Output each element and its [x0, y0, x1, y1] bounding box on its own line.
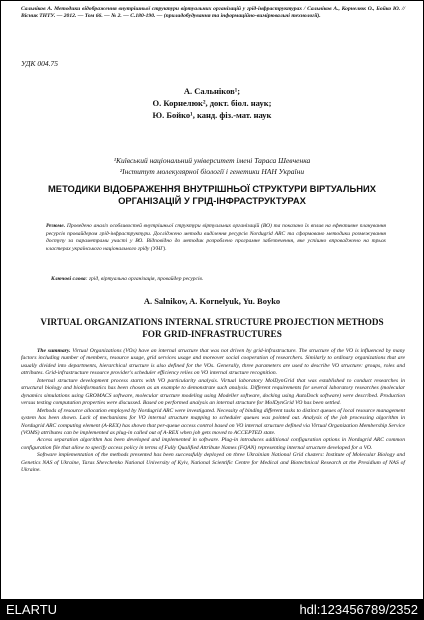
repository-name: ELARTU [6, 602, 58, 617]
keywords-label: Ключові слова [51, 276, 86, 282]
keywords-text: : грід, віртуальна організація, провайдер ресурсів. [85, 276, 204, 282]
paper-page [1, 1, 423, 599]
summary-paragraph: Access separation algorithm has been developed and implemented in software. Plug-in introduces additional configuration options in Nordugrid ARC common configuration file that allow to specify access policy in terms of Fully Qualified Attribute Names (FQAN) representing internal structure developed for a VO. [21, 437, 405, 451]
keywords [51, 276, 381, 283]
title-ukrainian: МЕТОДИКИ ВІДОБРАЖЕННЯ ВНУТРІШНЬОЇ СТРУКТУРИ ВІРТУАЛЬНИХ ОРГАНІЗАЦІЙ У ГРІД-ІНФРАСТРУКТУРАХ [48, 183, 376, 206]
affiliation-2: ²Інститут молекулярної біології і генетики НАН України [119, 167, 305, 176]
title-english: VIRTUAL ORGANIZATIONS INTERNAL STRUCTURE PROJECTION METHODS FOR GRID-INFRASTRUCTURES [40, 317, 384, 339]
summary-paragraph: Methods of resource allocation employed by Nordugrid ARC were investigated. Necessity of binding different tasks to distinct queues of local resource management system has been shown. Lack of mechanisms for VO internal structure mapping to scheduler queues was pointed out. Analysis of the job processing algorithm in Nordugrid ARC computing element (A-REX) has shown that per-queue access control based on VO internal structure defined via Virtual Organization Membership Service (VOMS) attributes can be implemented as plug-in called out of A-REX when job gets moved to ACCEPTED state. [21, 407, 405, 436]
summary-english [21, 348, 405, 475]
citation-header: Сальніков А. Методики відображення внутрішньої структури віртуальних організацій у грід-інфраструктурах / Сальніков А., Корнелюк О., Бойко Ю. // Вісник ТНТУ. — 2012. — Том 66. — № 2. — С.180-190. — (приладобудування та інформаційно-вимірювальні технології). [21, 6, 405, 19]
udc-code: УДК 004.75 [21, 59, 58, 68]
affiliation-1: ¹Київський національний університет імені Тараса Шевченка [113, 156, 311, 165]
resume-label: Резюме. [46, 223, 66, 229]
resume-text: Проведено аналіз особливостей внутрішньої структури віртуальних організацій (ВО) та показано їх вплив на ефективне планування ресурсів провайдером грід-інфраструктури. Досліджено методи виділення ресурсів Nordugrid ARC та сформовано методики розмежування доступу за параметрами участі у ВО. Відповідно до методик розроблено програмне забезпечення, яке успішно впроваджено на трьох кластерах українського національного гріду (УНГ). [46, 223, 386, 252]
author-line-2: О. Корнелюк², докт. біол. наук; [152, 98, 272, 108]
repository-footer [0, 599, 424, 620]
handle-id: hdl:123456789/2352 [299, 602, 418, 617]
abstract-ukrainian [46, 223, 386, 253]
summary-label: The summary. [37, 348, 71, 354]
summary-text: Virtual Organizations (VOs) have an internal structure that was not driven by grid-infrastructure. The structure of the VO is influenced by many factors including number of members, resource usage, grid services usage and moreover social cooperation of researchers. Similarly to ordinary organizations that are usually divided into departments, hierarchical structure is also defined for the VOs. Generally, three parameters are used to describe VO structure: groups, roles and attributes. Grid-infrastructure resource provider's scheduler efficiency relies on VO internal structure recognition. [21, 348, 406, 377]
author-line-1: А. Сальніков¹; [183, 86, 241, 96]
summary-paragraph: Internal structure development process starts with VO particularity analysis. Virtual laboratory MolDynGrid that was established to conduct researches in structural biology and bioinformatics has been chosen as an example to demonstrate such analysis. Different requirements for several laboratory researches (molecular dynamics simulations using GROMACS software, molecular structure modeling using Modeller software, docking using AutoDock software) were described. Production versus testing computation properties were discussed. Based on performed analysis an internal structure for MolDynGrid VO has been settled. [21, 377, 405, 407]
summary-paragraph [21, 348, 405, 378]
authors-english: A. Salnikov, A. Kornelyuk, Yu. Boyko [143, 296, 281, 306]
author-line-3: Ю. Бойко¹, канд. фіз.-мат. наук [152, 110, 272, 120]
summary-paragraph: Software implementation of the methods presented has been successfully deployed on three Ukrainian National Grid clusters: Institute of Molecular Biology and Genetics NAS of Ukraine, Taras Shevchenko National University of Kyiv, National Scientific Centre for Medical and Biotechnical Research at the Presidium of NAS of Ukraine. [21, 452, 405, 474]
